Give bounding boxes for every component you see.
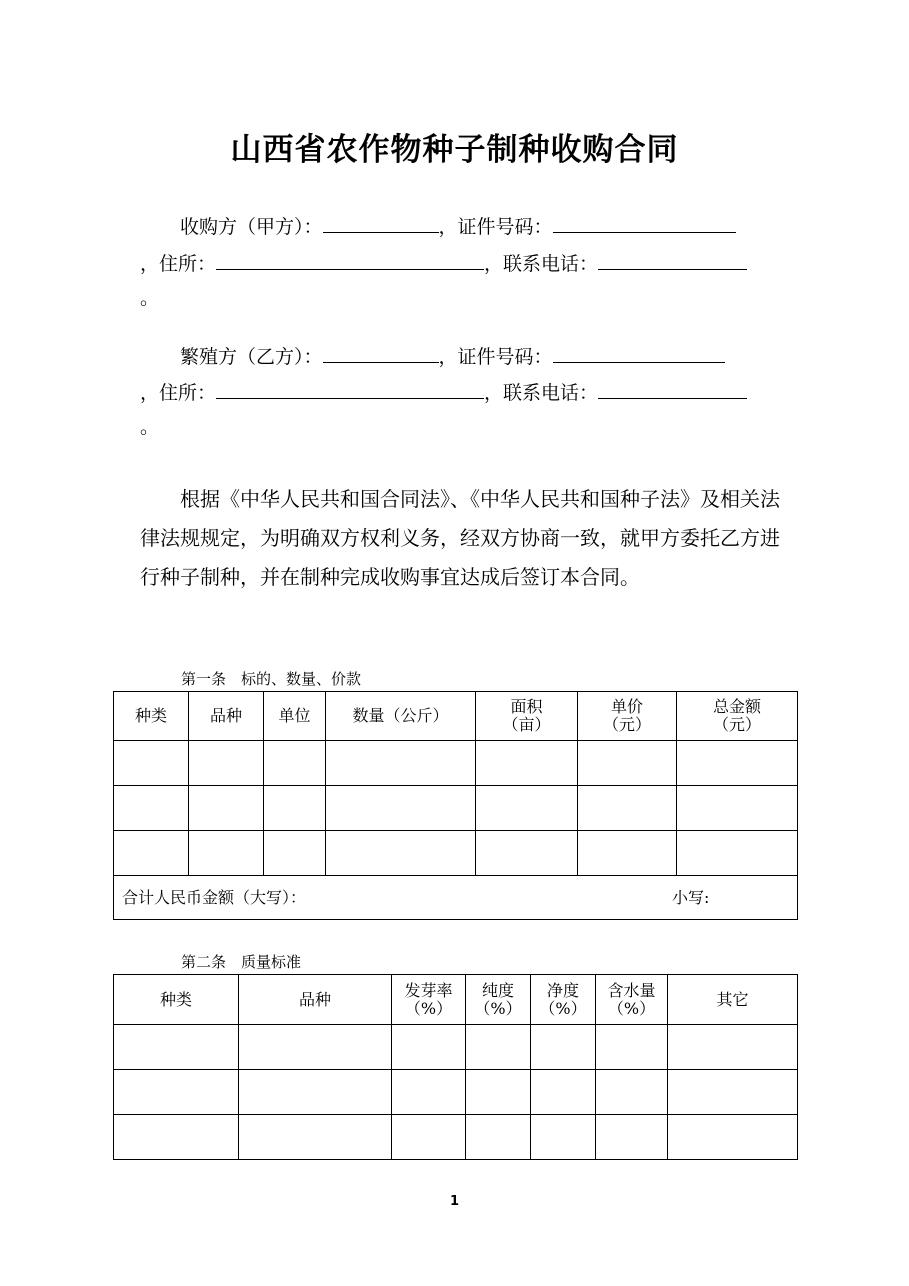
party-b-addr-blank[interactable] bbox=[216, 378, 484, 399]
contract-title: 山西省农作物种子制种收购合同 bbox=[230, 132, 679, 168]
header-cell: 面积 （亩） bbox=[476, 692, 578, 741]
article-1-table bbox=[113, 691, 798, 920]
table-cell[interactable] bbox=[326, 741, 476, 786]
party-b-line-1 bbox=[180, 342, 725, 369]
table-row bbox=[114, 741, 798, 786]
table-cell[interactable] bbox=[392, 1025, 466, 1070]
party-b-phone-label: ，联系电话： bbox=[484, 382, 599, 404]
party-a-line-1 bbox=[180, 212, 736, 239]
header-cell: 单位 bbox=[264, 692, 326, 741]
table-cell[interactable] bbox=[189, 831, 264, 876]
total-row bbox=[114, 876, 798, 920]
party-a-name-blank[interactable] bbox=[323, 212, 439, 233]
small-amount-label: 小写: bbox=[672, 888, 710, 907]
table-cell[interactable] bbox=[531, 1115, 596, 1160]
table-cell[interactable] bbox=[531, 1025, 596, 1070]
header-cell: 品种 bbox=[189, 692, 264, 741]
table-cell[interactable] bbox=[466, 1115, 531, 1160]
table-cell[interactable] bbox=[189, 741, 264, 786]
header-cell: 其它 bbox=[668, 975, 798, 1025]
header-cell: 总金额 （元） bbox=[677, 692, 798, 741]
table-cell[interactable] bbox=[578, 831, 677, 876]
header-cell: 单价 （元） bbox=[578, 692, 677, 741]
party-a-phone-label: ，联系电话： bbox=[484, 253, 599, 275]
party-b-phone-blank[interactable] bbox=[598, 378, 747, 399]
table-cell[interactable] bbox=[578, 786, 677, 831]
table-cell[interactable] bbox=[189, 786, 264, 831]
table-cell[interactable] bbox=[466, 1025, 531, 1070]
table-cell[interactable] bbox=[677, 741, 798, 786]
party-b-id-label: ，证件号码： bbox=[438, 346, 553, 368]
table-cell[interactable] bbox=[466, 1070, 531, 1115]
party-b-name-blank[interactable] bbox=[323, 342, 439, 363]
table-cell[interactable] bbox=[596, 1025, 668, 1070]
party-a-addr-blank[interactable] bbox=[216, 249, 484, 270]
header-cell: 种类 bbox=[114, 692, 189, 741]
table-cell[interactable] bbox=[677, 831, 798, 876]
table-cell[interactable] bbox=[264, 741, 326, 786]
header-cell: 净度 （%） bbox=[531, 975, 596, 1025]
table-cell[interactable] bbox=[114, 786, 189, 831]
table-cell[interactable] bbox=[476, 831, 578, 876]
article-2-heading: 第二条 质量标准 bbox=[181, 953, 302, 971]
party-b-end: 。 bbox=[140, 416, 160, 438]
party-b-line-2 bbox=[140, 378, 747, 405]
table-cell[interactable] bbox=[114, 1025, 239, 1070]
table-row bbox=[114, 1070, 798, 1115]
table-header-row bbox=[114, 692, 798, 741]
table-cell[interactable] bbox=[392, 1115, 466, 1160]
party-a-id-blank[interactable] bbox=[553, 212, 736, 233]
party-b-id-blank[interactable] bbox=[553, 342, 725, 363]
table-cell[interactable] bbox=[114, 1115, 239, 1160]
table-cell[interactable] bbox=[677, 786, 798, 831]
party-a-phone-blank[interactable] bbox=[598, 249, 747, 270]
party-a-id-label: ，证件号码： bbox=[438, 216, 553, 238]
header-cell: 品种 bbox=[239, 975, 392, 1025]
table-cell[interactable] bbox=[392, 1070, 466, 1115]
table-cell[interactable] bbox=[668, 1070, 798, 1115]
table-cell[interactable] bbox=[264, 831, 326, 876]
party-a-label: 收购方（甲方）： bbox=[180, 216, 323, 238]
party-b-addr-label: ，住所： bbox=[140, 382, 217, 404]
party-a-line-2 bbox=[140, 249, 747, 276]
table-cell[interactable] bbox=[239, 1025, 392, 1070]
table-cell[interactable] bbox=[264, 786, 326, 831]
header-cell: 数量（公斤） bbox=[326, 692, 476, 741]
table-cell[interactable] bbox=[326, 786, 476, 831]
table-cell[interactable] bbox=[114, 741, 189, 786]
article-1-heading: 第一条 标的、数量、价款 bbox=[181, 670, 362, 688]
header-cell: 纯度 （%） bbox=[466, 975, 531, 1025]
table-cell[interactable] bbox=[578, 741, 677, 786]
total-amount-label: 合计人民币金额（大写）： bbox=[122, 887, 307, 907]
total-cell[interactable] bbox=[114, 876, 798, 920]
page-number: 1 bbox=[449, 1194, 460, 1209]
table-cell[interactable] bbox=[114, 831, 189, 876]
party-a-addr-label: ，住所： bbox=[140, 253, 217, 275]
article-2-table bbox=[113, 974, 798, 1160]
table-cell[interactable] bbox=[239, 1115, 392, 1160]
header-cell: 含水量 （%） bbox=[596, 975, 668, 1025]
preamble-text: 根据《中华人民共和国合同法》、《中华人民共和国种子法》及相关法律法规规定，为明确双方权利义务，经双方协商一致，就甲方委托乙方进行种子制种，并在制种完成收购事宜达成后签订本合同。 bbox=[140, 487, 780, 589]
table-cell[interactable] bbox=[476, 786, 578, 831]
table-cell[interactable] bbox=[668, 1115, 798, 1160]
table-cell[interactable] bbox=[531, 1070, 596, 1115]
party-b-label: 繁殖方（乙方）： bbox=[180, 346, 323, 368]
table-row bbox=[114, 786, 798, 831]
header-cell: 发芽率 （%） bbox=[392, 975, 466, 1025]
party-a-end: 。 bbox=[140, 287, 160, 309]
table-cell[interactable] bbox=[668, 1025, 798, 1070]
table-cell[interactable] bbox=[596, 1070, 668, 1115]
table-cell[interactable] bbox=[114, 1070, 239, 1115]
table-row bbox=[114, 831, 798, 876]
table-cell[interactable] bbox=[326, 831, 476, 876]
preamble-paragraph bbox=[140, 480, 780, 597]
table-row bbox=[114, 1115, 798, 1160]
table-row bbox=[114, 1025, 798, 1070]
table-cell[interactable] bbox=[596, 1115, 668, 1160]
table-header-row bbox=[114, 975, 798, 1025]
table-cell[interactable] bbox=[239, 1070, 392, 1115]
table-cell[interactable] bbox=[476, 741, 578, 786]
header-cell: 种类 bbox=[114, 975, 239, 1025]
